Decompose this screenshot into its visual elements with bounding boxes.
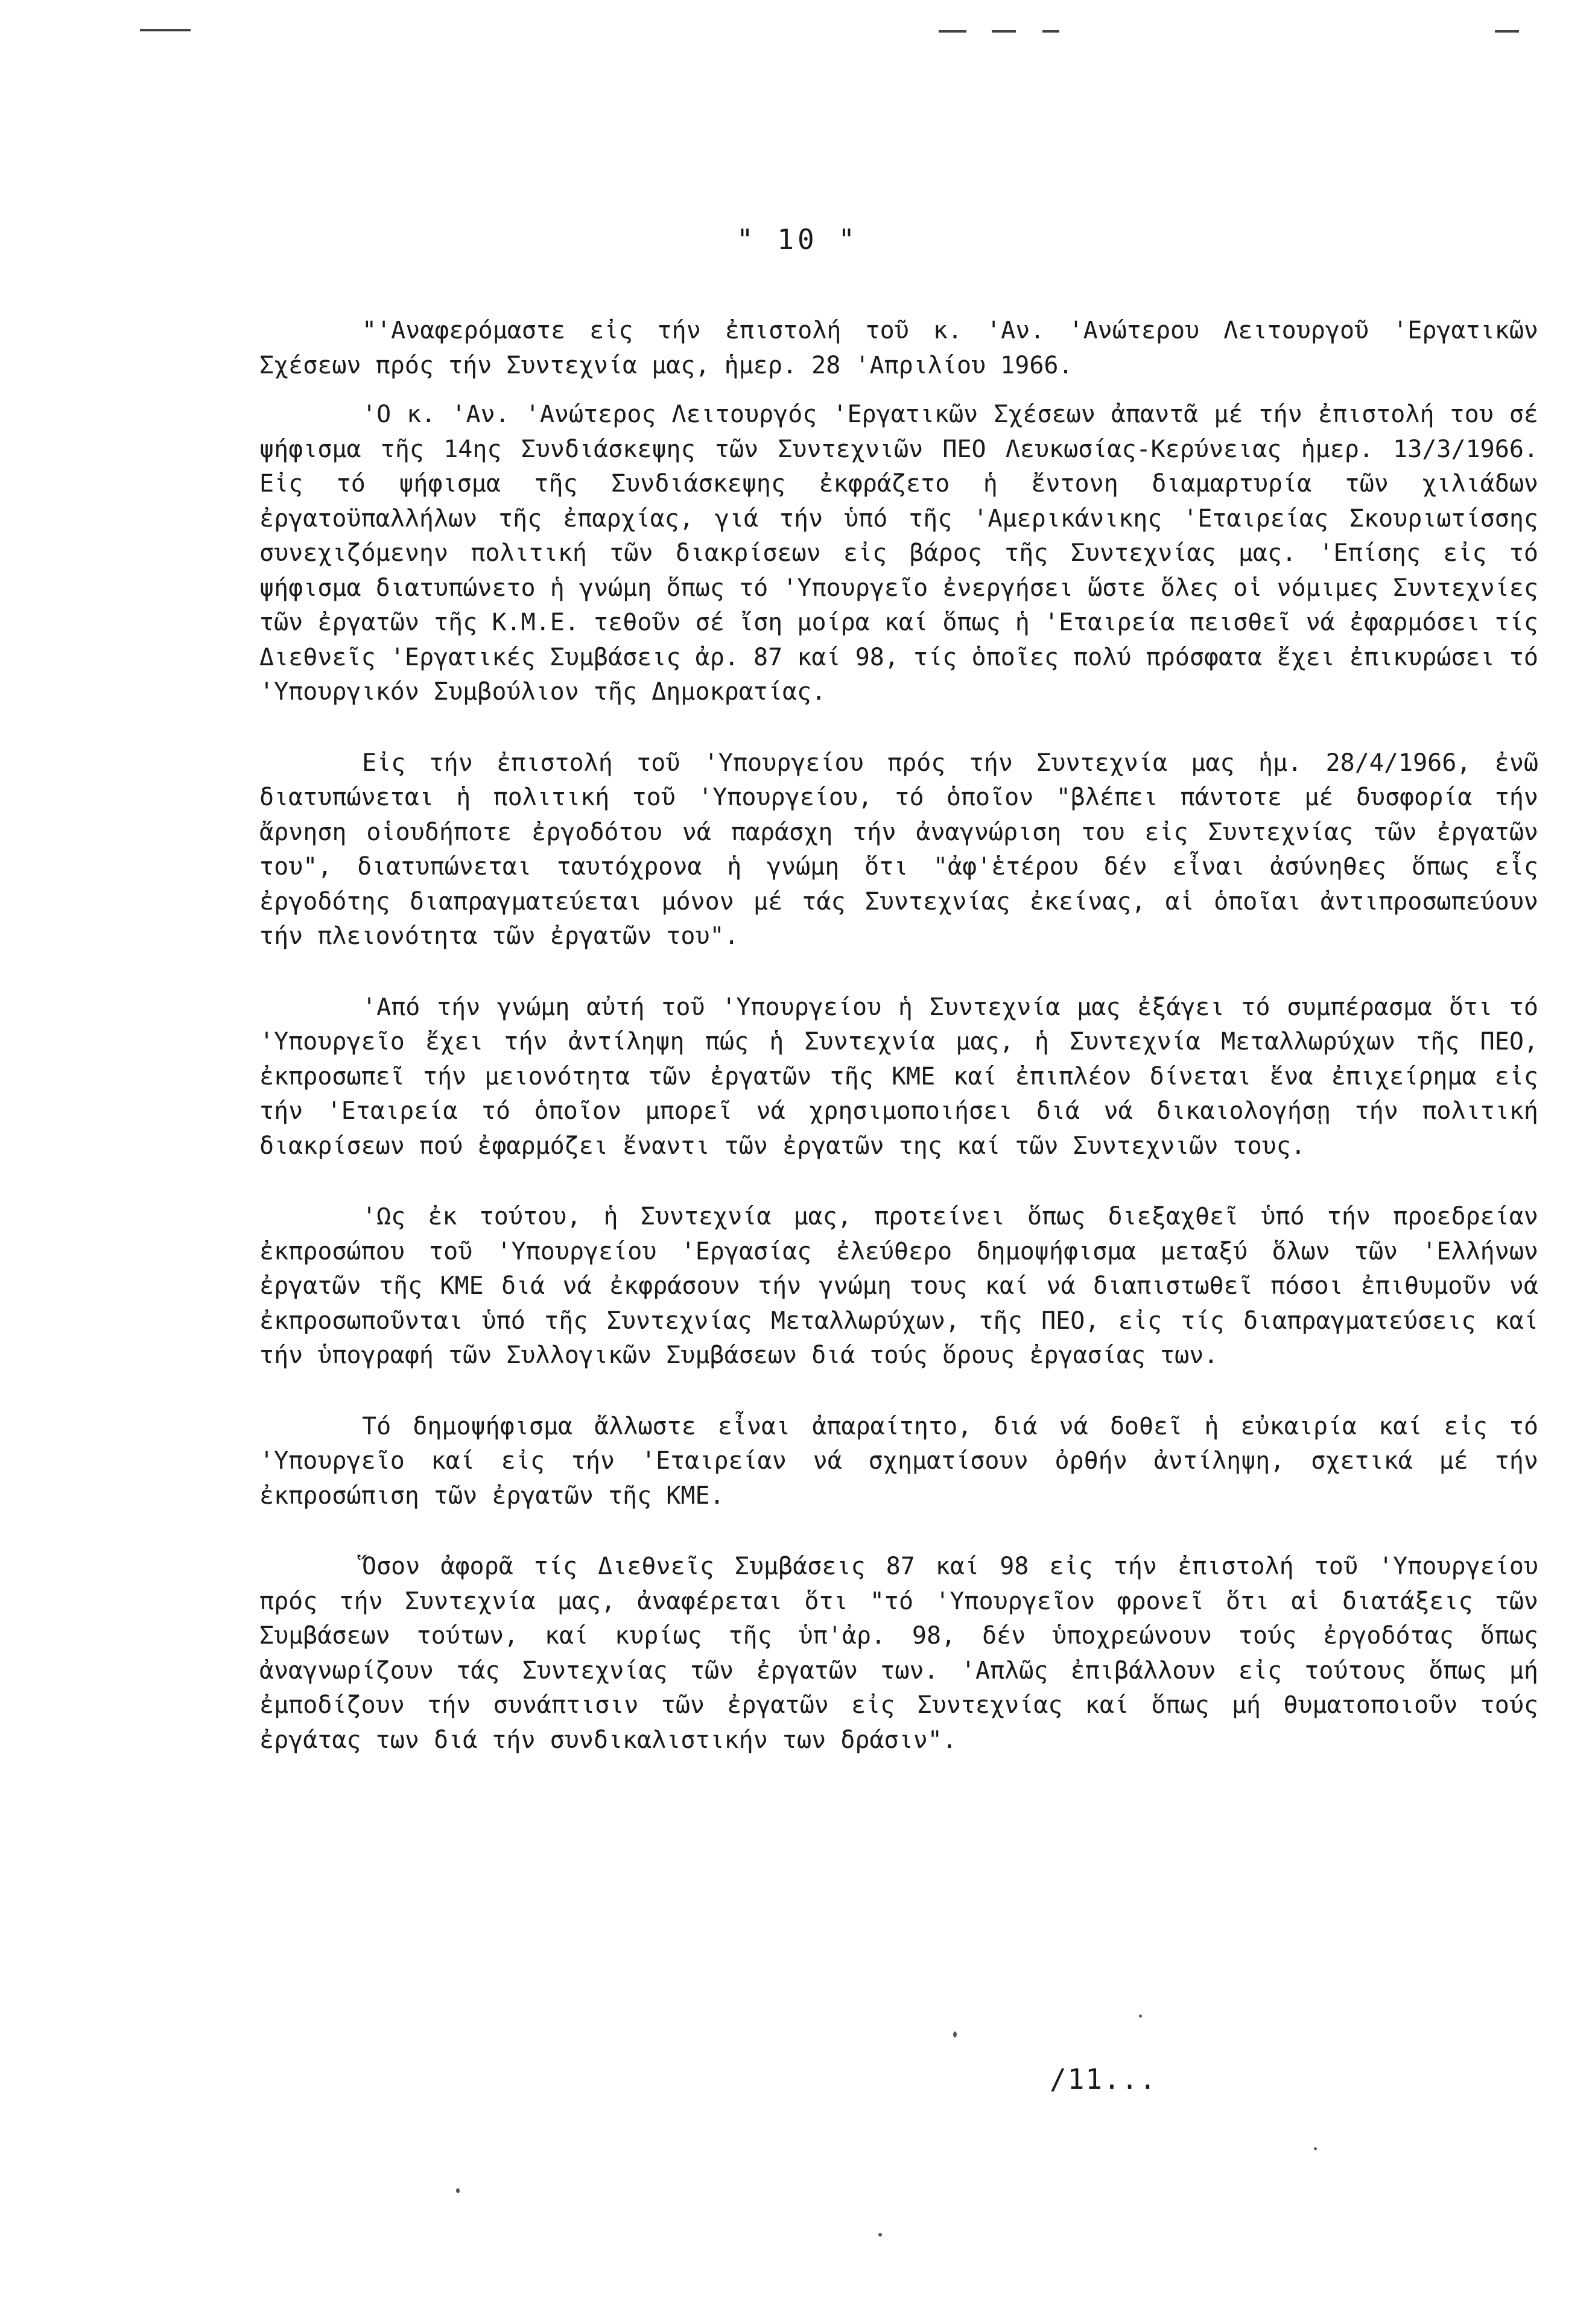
- continuation-marker: /11...: [1050, 2063, 1158, 2095]
- top-far-right-rule: [1495, 30, 1519, 33]
- letter-body: [259, 314, 1538, 1758]
- top-left-rule: [140, 29, 191, 31]
- paragraph-1: "'Αναφερόμαστε εἰς τήν ἐπιστολή τοῦ κ. 'Αν. 'Ανώτερου Λειτουργοῦ 'Εργατικῶν Σχέσεων πρός τήν Συντεχνία μας, ἡμερ. 28 'Απριλίου 1966.: [259, 317, 1538, 379]
- paragraph-3: Εἰς τήν ἐπιστολή τοῦ 'Υπουργείου πρός τήν Συντεχνία μας ἡμ. 28/4/1966, ἐνῶ διατυπώνεται ἡ πολιτική τοῦ 'Υπουργείου, τό ὁποῖον "βλέπει πάντοτε μέ δυσφορία τήν ἄρνηση οἱουδήποτε ἐργοδότου νά παράσχη τήν ἀναγνώριση του εἰς Συντεχνίας τῶν ἐργατῶν του", διατυπώνεται ταυτόχρονα ἡ γνώμη ὅτι "ἀφ'ἑτέρου δέν εἶναι ἀσύνηθες ὅπως εἷς ἐργοδότης διαπραγματεύεται μόνον μέ τάς Συντεχνίας ἐκείνας, αἱ ὁποῖαι ἀντιπροσωπεύουν τήν πλειονότητα τῶν ἐργατῶν του".: [259, 749, 1538, 950]
- top-right-rule: [992, 30, 1016, 33]
- paragraph-5: 'Ως ἐκ τούτου, ἡ Συντεχνία μας, προτείνει ὅπως διεξαχθεῖ ὑπό τήν προεδρείαν ἐκπροσώπου τοῦ 'Υπουργείου 'Εργασίας ἐλεύθερο δημοψήφισμα μεταξύ ὅλων τῶν 'Ελλήνων ἐργατῶν τῆς ΚΜΕ διά νά ἐκφράσουν τήν γνώμη τους καί νά διαπιστωθεῖ πόσοι ἐπιθυμοῦν νά ἐκπροσωποῦνται ὑπό τῆς Συντεχνίας Μεταλλωρύχων, τῆς ΠΕΟ, εἰς τίς διαπραγματεύσεις καί τήν ὑπογραφή τῶν Συλλογικῶν Συμβάσεων διά τούς ὅρους ἐργασίας των.: [259, 1203, 1538, 1369]
- top-right-rule: [939, 30, 966, 33]
- top-right-rule: [1042, 30, 1059, 33]
- scan-speck: [878, 2233, 882, 2237]
- paragraph-4: 'Από τήν γνώμη αὐτή τοῦ 'Υπουργείου ἡ Συντεχνία μας ἐξάγει τό συμπέρασμα ὅτι τό 'Υπουργεῖο ἔχει τήν ἀντίληψη πώς ἡ Συντεχνία μας, ἡ Συντεχνία Μεταλλωρύχων τῆς ΠΕΟ, ἐκπροσωπεῖ τήν μειονότητα τῶν ἐργατῶν τῆς ΚΜΕ καί ἐπιπλέον δίνεται ἕνα ἐπιχείρημα εἰς τήν 'Εταιρεία τό ὁποῖον μπορεῖ νά χρησιμοποιήσει διά νά δικαιολογήσῃ τήν πολιτική διακρίσεων πού ἐφαρμόζει ἔναντι τῶν ἐργατῶν της καί τῶν Συντεχνιῶν τους.: [259, 993, 1538, 1160]
- paragraph-6: Τό δημοψήφισμα ἄλλωστε εἶναι ἀπαραίτητο, διά νά δοθεῖ ἡ εὐκαιρία καί εἰς τό 'Υπουργεῖο καί εἰς τήν 'Εταιρείαν νά σχηματίσουν ὀρθήν ἀντίληψη, σχετικά μέ τήν ἐκπροσώπιση τῶν ἐργατῶν τῆς ΚΜΕ.: [259, 1412, 1538, 1510]
- scan-speck: [456, 2188, 460, 2193]
- page-number: " 10 ": [736, 223, 859, 256]
- scan-speck: [1139, 2015, 1142, 2018]
- paragraph-2: 'Ο κ. 'Αν. 'Ανώτερος Λειτουργός 'Εργατικῶν Σχέσεων ἀπαντᾶ μέ τήν ἐπιστολή του σέ ψήφισμα τῆς 14ης Συνδιάσκεψης τῶν Συντεχνιῶν ΠΕΟ Λευκωσίας-Κερύνειας ἡμερ. 13/3/1966. Εἰς τό ψήφισμα τῆς Συνδιάσκεψης ἐκφράζετο ἡ ἔντονη διαμαρτυρία τῶν χιλιάδων ἐργατοϋπαλλήλων τῆς ἐπαρχίας, γιά τήν ὑπό τῆς 'Αμερικάνικης 'Εταιρείας Σκουριωτίσσης συνεχιζόμενην πολιτική τῶν διακρίσεων εἰς βάρος τῆς Συντεχνίας μας. 'Επίσης εἰς τό ψήφισμα διατυπώνετο ἡ γνώμη ὅπως τό 'Υπουργεῖο ἐνεργήσει ὥστε ὅλες οἱ νόμιμες Συντεχνίες τῶν ἐργατῶν τῆς Κ.Μ.Ε. τεθοῦν σέ ἴση μοίρα καί ὅπως ἡ 'Εταιρεία πεισθεῖ νά ἐφαρμόσει τίς Διεθνεῖς 'Εργατικές Συμβάσεις ἀρ. 87 καί 98, τίς ὁποῖες πολύ πρόσφατα ἔχει ἐπικυρώσει τό 'Υπουργικόν Συμβούλιον τῆς Δημοκρατίας.: [259, 401, 1538, 706]
- scan-speck: [953, 2031, 957, 2037]
- scan-speck: [1314, 2147, 1317, 2150]
- paragraph-7: Ὅσον ἀφορᾶ τίς Διεθνεῖς Συμβάσεις 87 καί 98 εἰς τήν ἐπιστολή τοῦ 'Υπουργείου πρός τήν Συντεχνία μας, ἀναφέρεται ὅτι "τό 'Υπουργεῖον φρονεῖ ὅτι αἱ διατάξεις τῶν Συμβάσεων τούτων, καί κυρίως τῆς ὑπ'ἀρ. 98, δέν ὑποχρεώνουν τούς ἐργοδότας ὅπως ἀναγνωρίζουν τάς Συντεχνίας τῶν ἐργατῶν των. 'Απλῶς ἐπιβάλλουν εἰς τούτους ὅπως μή ἐμποδίζουν τήν συνάπτισιν τῶν ἐργατῶν εἰς Συντεχνίας καί ὅπως μή θυματοποιοῦν τούς ἐργάτας των διά τήν συνδικαλιστικήν των δράσιν".: [259, 1553, 1538, 1754]
